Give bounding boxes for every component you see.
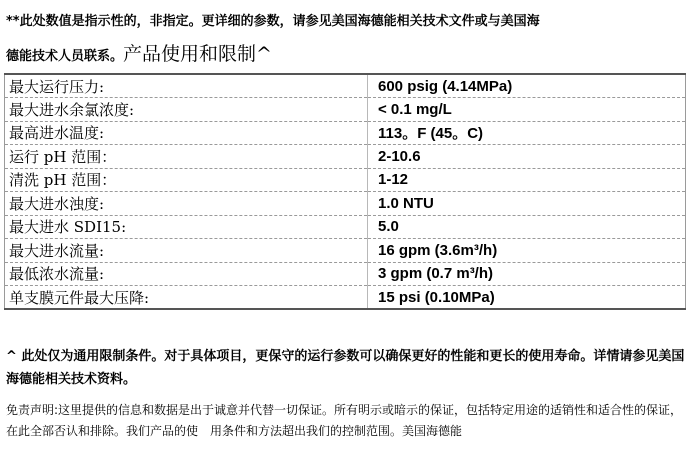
table-row	[5, 168, 686, 192]
spec-label: 单支膜元件最大压降:	[5, 286, 368, 310]
spec-value: 2-10.6	[368, 145, 686, 169]
spec-label: 运行 pH 范围：	[5, 145, 368, 169]
general-limits-note: ^ 此处仅为通用限制条件。对于具体项目，更保守的运行参数可以确保更好的性能和更长的使用寿命。详情请参见美国海德能相关技术资料。	[6, 349, 685, 387]
spec-value: 113。F (45。C)	[368, 121, 686, 145]
indicative-values-note	[6, 6, 686, 70]
spec-label: 清洗 pH 范围：	[5, 168, 368, 192]
disclaimer-text: 免责声明:这里提供的信息和数据是出于诚意并代替一切保证。所有明示或暗示的保证，包括特定用途的适销性和适合性的保证，在此全部否认和排除。我们产品的使 用条件和方法超出我们的控制范围。美国海德能	[6, 403, 683, 438]
spec-value: 1-12	[368, 168, 686, 192]
note-line-2	[6, 38, 686, 70]
spec-label: 最大进水 SDI15:	[5, 215, 368, 239]
section-title: 产品使用和限制^	[123, 43, 272, 65]
table-row	[5, 215, 686, 239]
table-row	[5, 192, 686, 216]
table-row	[5, 262, 686, 286]
spec-label: 最低浓水流量:	[5, 262, 368, 286]
specs-table	[4, 73, 686, 310]
table-row	[5, 286, 686, 310]
table-row	[5, 121, 686, 145]
note-line-1: **此处数值是指示性的，非指定。更详细的参数，请参见美国海德能相关技术文件或与美国海	[6, 14, 540, 29]
spec-label: 最大进水余氯浓度:	[5, 98, 368, 122]
spec-label: 最大进水浊度:	[5, 192, 368, 216]
table-row	[5, 74, 686, 98]
table-row	[5, 239, 686, 263]
spec-value: < 0.1 mg/L	[368, 98, 686, 122]
spec-value: 3 gpm (0.7 m³/h)	[368, 262, 686, 286]
note-line-2-text: 德能技术人员联系。	[6, 49, 124, 64]
spec-label: 最大进水流量:	[5, 239, 368, 263]
spec-label: 最高进水温度:	[5, 121, 368, 145]
table-row	[5, 98, 686, 122]
spec-value: 5.0	[368, 215, 686, 239]
spec-value: 15 psi (0.10MPa)	[368, 286, 686, 310]
spec-label: 最大运行压力:	[5, 74, 368, 98]
spec-value: 1.0 NTU	[368, 192, 686, 216]
spec-value: 16 gpm (3.6m³/h)	[368, 239, 686, 263]
table-row	[5, 145, 686, 169]
spec-value: 600 psig (4.14MPa)	[368, 74, 686, 98]
